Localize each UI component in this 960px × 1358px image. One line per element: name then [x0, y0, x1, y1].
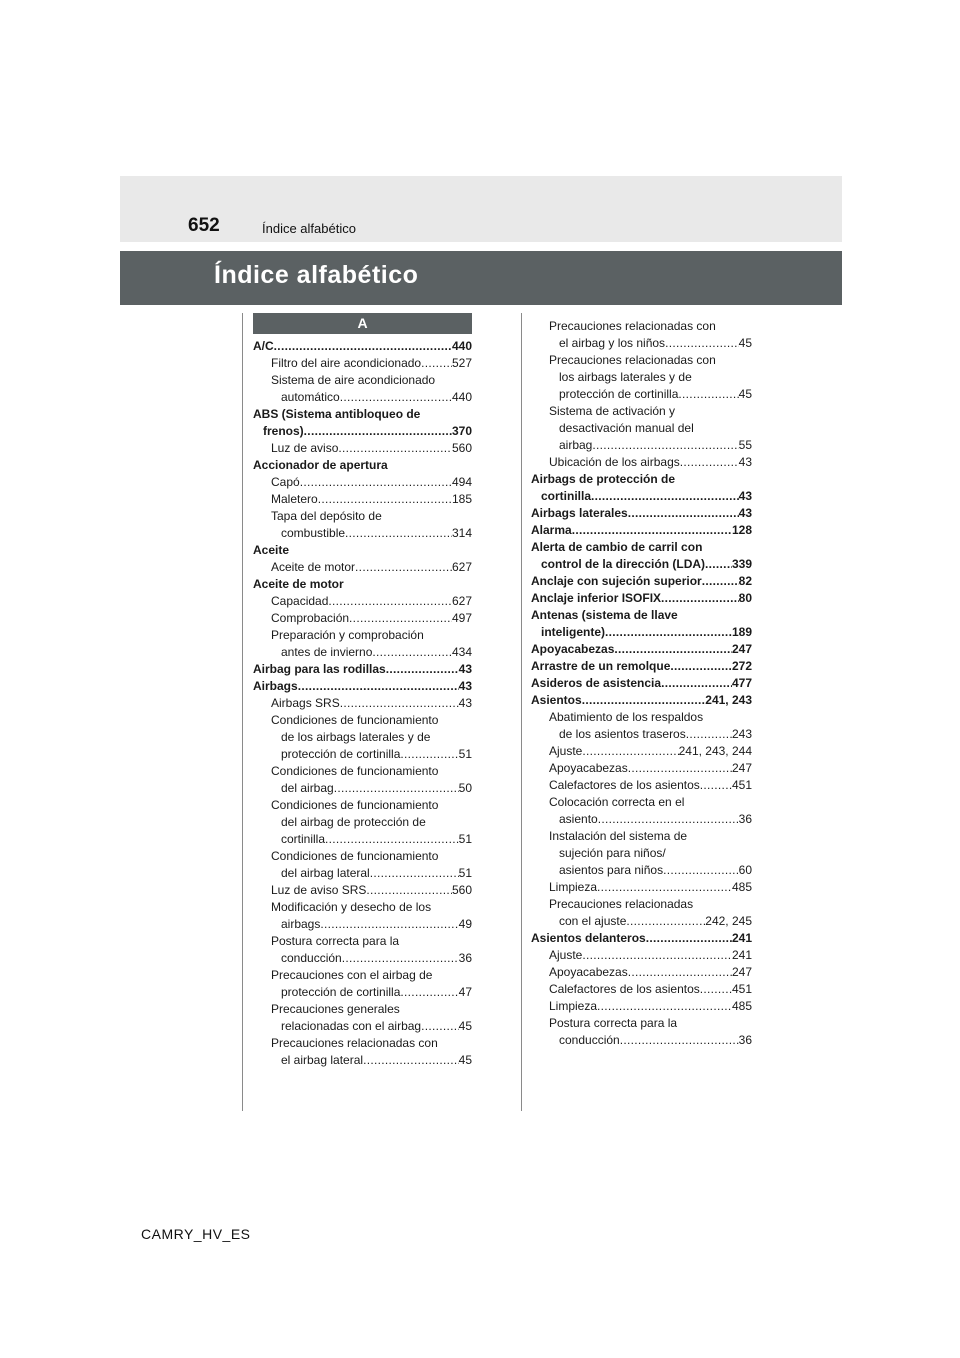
entry-text: Limpieza [549, 880, 598, 894]
page-reference: 339 [731, 557, 752, 571]
index-entry [549, 896, 752, 930]
page-reference: 241 [731, 948, 752, 962]
entry-text: Alarma [531, 523, 572, 537]
entry-text: airbags [281, 917, 321, 931]
dot-leader [421, 1018, 459, 1035]
index-entry [271, 933, 472, 967]
dot-leader [582, 692, 706, 709]
page-reference: 80 [738, 591, 752, 605]
dot-leader [614, 641, 732, 658]
entry-text: Precauciones relacionadas con [549, 319, 716, 333]
dot-leader [680, 454, 739, 471]
dot-leader [325, 831, 459, 848]
index-entry [253, 457, 472, 474]
index-entry [549, 352, 752, 403]
dot-leader [340, 695, 459, 712]
header-band [120, 176, 842, 242]
index-entry [531, 505, 752, 522]
entry-text: Airbags [253, 679, 298, 693]
page-reference: 45 [738, 336, 752, 350]
dot-leader [274, 338, 452, 355]
page-reference: 45 [738, 387, 752, 401]
entry-text: airbag [559, 438, 593, 452]
entry-text: del airbag lateral [281, 866, 370, 880]
page-reference: 43 [458, 679, 472, 693]
page-reference: 497 [451, 611, 472, 625]
page-reference: 60 [738, 863, 752, 877]
index-entry [531, 641, 752, 658]
entry-text: conducción [559, 1033, 620, 1047]
page-reference: 51 [458, 866, 472, 880]
dot-leader [328, 593, 452, 610]
index-entry [531, 539, 752, 573]
dot-leader [620, 1032, 739, 1049]
page-reference: 314 [451, 526, 472, 540]
dot-leader [591, 488, 739, 505]
page-reference: 36 [738, 1033, 752, 1047]
entry-text: Ubicación de los airbags [549, 455, 680, 469]
dot-leader [355, 559, 452, 576]
entry-text: Postura correcta para la [271, 934, 400, 948]
page-reference: 527 [451, 356, 472, 370]
entry-text: sujeción para niños/ [559, 846, 666, 860]
index-entry [549, 318, 752, 352]
index-entry [253, 678, 472, 695]
index-entry [271, 474, 472, 491]
dot-leader [304, 423, 452, 440]
entry-text: Luz de aviso [271, 441, 339, 455]
entry-text: antes de invierno [281, 645, 373, 659]
page-reference: 36 [738, 812, 752, 826]
entry-text: Apoyacabezas [531, 642, 615, 656]
index-entry [271, 372, 472, 406]
dot-leader [605, 624, 732, 641]
entry-text: Asientos delanteros [531, 931, 646, 945]
entry-text: conducción [281, 951, 342, 965]
index-entry [253, 542, 472, 559]
entry-text: desactivación manual del [559, 421, 694, 435]
column-divider-left [242, 313, 243, 1111]
entry-text: ABS (Sistema antibloqueo de [253, 407, 421, 421]
dot-leader [628, 760, 732, 777]
entry-text: Filtro del aire acondicionado [271, 356, 422, 370]
dot-leader [592, 437, 738, 454]
entry-text: Comprobación [271, 611, 350, 625]
index-entry [531, 692, 752, 709]
page-reference: 247 [731, 761, 752, 775]
dot-leader [705, 556, 732, 573]
index-entry [271, 695, 472, 712]
entry-text: inteligente) [541, 625, 606, 639]
dot-leader [628, 964, 732, 981]
entry-text: Sistema de aire acondicionado [271, 373, 436, 387]
entry-text: el airbag y los niños [559, 336, 666, 350]
entry-text: Antenas (sistema de llave [531, 608, 678, 622]
entry-text: relacionadas con el airbag [281, 1019, 422, 1033]
index-entry [549, 998, 752, 1015]
page-reference: 51 [458, 747, 472, 761]
index-column-1 [253, 338, 472, 1069]
index-entry [531, 930, 752, 947]
page-reference: 370 [451, 424, 472, 438]
page-reference: 485 [731, 880, 752, 894]
page-reference: 242, 245 [705, 914, 752, 928]
dot-leader [700, 981, 732, 998]
entry-text: Aceite [253, 543, 290, 557]
index-entry [549, 981, 752, 998]
dot-leader [366, 882, 452, 899]
index-entry [271, 610, 472, 627]
entry-text: con el ajuste [559, 914, 627, 928]
page-reference: 440 [451, 339, 472, 353]
entry-text: Precauciones relacionadas con [549, 353, 716, 367]
entry-text: de los asientos traseros [559, 727, 686, 741]
entry-text: Anclaje inferior ISOFIX [531, 591, 662, 605]
page-reference: 627 [451, 560, 472, 574]
index-entry [549, 760, 752, 777]
entry-text: frenos) [263, 424, 304, 438]
index-entry [531, 522, 752, 539]
entry-text: Condiciones de funcionamiento [271, 849, 439, 863]
entry-text: Alerta de cambio de carril con [531, 540, 703, 554]
dot-leader [582, 743, 678, 760]
entry-text: Airbags laterales [531, 506, 628, 520]
page-number: 652 [188, 215, 220, 236]
dot-leader [349, 610, 452, 627]
dot-leader [298, 678, 459, 695]
dot-leader [300, 474, 452, 491]
entry-text: Tapa del depósito de [271, 509, 382, 523]
entry-text: Postura correcta para la [549, 1016, 678, 1030]
dot-leader [597, 879, 732, 896]
entry-text: Asideros de asistencia [531, 676, 662, 690]
dot-leader [386, 661, 459, 678]
entry-text: Modificación y desecho de los [271, 900, 432, 914]
index-entry [271, 559, 472, 576]
index-entry [549, 964, 752, 981]
entry-text: Airbags de protección de [531, 472, 676, 486]
dot-leader [700, 777, 732, 794]
entry-text: Precauciones generales [271, 1002, 400, 1016]
index-entry [531, 573, 752, 590]
entry-text: Accionador de apertura [253, 458, 388, 472]
entry-text: los airbags laterales y de [559, 370, 692, 384]
entry-text: Instalación del sistema de [549, 829, 688, 843]
dot-leader [370, 865, 459, 882]
entry-text: Abatimiento de los respaldos [549, 710, 704, 724]
index-entry [271, 1001, 472, 1035]
dot-leader [421, 355, 452, 372]
entry-text: Aceite de motor [271, 560, 356, 574]
dot-leader [334, 780, 459, 797]
index-entry [271, 848, 472, 882]
page-reference: 241 [731, 931, 752, 945]
index-entry [271, 712, 472, 763]
entry-text: Anclaje con sujeción superior [531, 574, 702, 588]
page-reference: 82 [738, 574, 752, 588]
entry-text: protección de cortinilla [281, 985, 401, 999]
page-reference: 451 [731, 778, 752, 792]
index-entry [271, 491, 472, 508]
entry-text: Asientos [531, 693, 582, 707]
page-reference: 477 [731, 676, 752, 690]
index-entry [549, 403, 752, 454]
page-reference: 189 [731, 625, 752, 639]
entry-text: Condiciones de funcionamiento [271, 798, 439, 812]
dot-leader [678, 386, 738, 403]
page-reference: 440 [451, 390, 472, 404]
entry-text: Calefactores de los asientos [549, 982, 700, 996]
dot-leader [572, 522, 732, 539]
dot-leader [686, 726, 732, 743]
entry-text: Ajuste [549, 744, 583, 758]
index-entry [271, 508, 472, 542]
index-entry [549, 454, 752, 471]
page-reference: 241, 243 [705, 693, 752, 707]
dot-leader [345, 525, 452, 542]
page-reference: 185 [451, 492, 472, 506]
page-reference: 45 [458, 1019, 472, 1033]
entry-text: control de la dirección (LDA) [541, 557, 706, 571]
entry-text: Colocación correcta en el [549, 795, 685, 809]
entry-text: asientos para niños [559, 863, 664, 877]
dot-leader [340, 389, 452, 406]
index-entry [271, 797, 472, 848]
entry-text: Luz de aviso SRS [271, 883, 367, 897]
index-entry [253, 661, 472, 678]
index-entry [271, 593, 472, 610]
entry-text: Apoyacabezas [549, 965, 628, 979]
page-reference: 43 [458, 662, 472, 676]
entry-text: Arrastre de un remolque [531, 659, 671, 673]
dot-leader [582, 947, 732, 964]
dot-leader [318, 491, 452, 508]
index-entry [253, 338, 472, 355]
page-reference: 50 [458, 781, 472, 795]
page-title: Índice alfabético [214, 261, 419, 289]
entry-text: protección de cortinilla [559, 387, 679, 401]
entry-text: Limpieza [549, 999, 598, 1013]
index-entry [549, 879, 752, 896]
index-column-2 [531, 318, 752, 1049]
dot-leader [665, 335, 739, 352]
dot-leader [363, 1052, 459, 1069]
page-reference: 45 [458, 1053, 472, 1067]
dot-leader [400, 746, 458, 763]
index-entry [271, 355, 472, 372]
entry-text: Capó [271, 475, 300, 489]
entry-text: Maletero [271, 492, 318, 506]
dot-leader [597, 998, 732, 1015]
entry-text: Calefactores de los asientos [549, 778, 700, 792]
entry-text: Airbag para las rodillas [253, 662, 386, 676]
entry-text: combustible [281, 526, 346, 540]
page-reference: 494 [451, 475, 472, 489]
page-reference: 43 [738, 489, 752, 503]
index-entry [271, 899, 472, 933]
column-divider-middle [521, 313, 522, 1111]
page-reference: 247 [731, 965, 752, 979]
entry-text: A/C [253, 339, 274, 353]
index-entry [549, 828, 752, 879]
index-entry [253, 576, 472, 593]
page-reference: 241, 243, 244 [678, 744, 752, 758]
entry-text: Precauciones relacionadas con [271, 1036, 438, 1050]
index-entry [531, 471, 752, 505]
dot-leader [320, 916, 458, 933]
page-reference: 43 [738, 455, 752, 469]
page-reference: 43 [738, 506, 752, 520]
entry-text: del airbag de protección de [281, 815, 426, 829]
page-reference: 36 [458, 951, 472, 965]
dot-leader [646, 930, 732, 947]
entry-text: Sistema de activación y [549, 404, 676, 418]
entry-text: cortinilla [541, 489, 592, 503]
entry-text: Preparación y comprobación [271, 628, 424, 642]
dot-leader [400, 984, 458, 1001]
footer-code: CAMRY_HV_ES [141, 1226, 251, 1242]
entry-text: Aceite de motor [253, 577, 344, 591]
entry-text: Condiciones de funcionamiento [271, 764, 439, 778]
dot-leader [626, 913, 705, 930]
entry-text: el airbag lateral [281, 1053, 364, 1067]
page-reference: 247 [731, 642, 752, 656]
entry-text: Capacidad [271, 594, 329, 608]
page-reference: 560 [451, 883, 472, 897]
entry-text: Ajuste [549, 948, 583, 962]
index-entry [271, 882, 472, 899]
page-reference: 55 [738, 438, 752, 452]
index-entry [531, 590, 752, 607]
dot-leader [663, 862, 739, 879]
index-entry [271, 763, 472, 797]
page-reference: 51 [458, 832, 472, 846]
entry-text: protección de cortinilla [281, 747, 401, 761]
entry-text: automático [281, 390, 340, 404]
index-entry [271, 627, 472, 661]
entry-text: de los airbags laterales y de [281, 730, 431, 744]
dot-leader [338, 440, 452, 457]
header-section-title: Índice alfabético [262, 221, 356, 236]
entry-text: Precauciones con el airbag de [271, 968, 433, 982]
index-entry [271, 1035, 472, 1069]
page-reference: 47 [458, 985, 472, 999]
index-entry [549, 794, 752, 828]
page-reference: 627 [451, 594, 472, 608]
entry-text: Airbags SRS [271, 696, 340, 710]
section-letter: A [253, 313, 472, 334]
page-reference: 560 [451, 441, 472, 455]
dot-leader [661, 675, 732, 692]
dot-leader [702, 573, 739, 590]
dot-leader [372, 644, 452, 661]
index-entry [549, 743, 752, 760]
page-reference: 49 [458, 917, 472, 931]
page-reference: 485 [731, 999, 752, 1013]
index-entry [531, 607, 752, 641]
dot-leader [661, 590, 739, 607]
page-reference: 272 [731, 659, 752, 673]
index-entry [549, 709, 752, 743]
page-reference: 43 [458, 696, 472, 710]
index-entry [253, 406, 472, 440]
index-entry [549, 777, 752, 794]
index-entry [549, 1015, 752, 1049]
dot-leader [628, 505, 739, 522]
entry-text: Apoyacabezas [549, 761, 628, 775]
entry-text: Precauciones relacionadas [549, 897, 694, 911]
index-entry [531, 675, 752, 692]
entry-text: del airbag [281, 781, 334, 795]
index-entry [271, 440, 472, 457]
entry-text: cortinilla [281, 832, 326, 846]
entry-text: Condiciones de funcionamiento [271, 713, 439, 727]
index-entry [271, 967, 472, 1001]
dot-leader [670, 658, 732, 675]
page-reference: 128 [731, 523, 752, 537]
page-reference: 434 [451, 645, 472, 659]
page-reference: 451 [731, 982, 752, 996]
dot-leader [598, 811, 739, 828]
index-entry [549, 947, 752, 964]
index-entry [531, 658, 752, 675]
entry-text: asiento [559, 812, 598, 826]
page-reference: 243 [731, 727, 752, 741]
dot-leader [342, 950, 459, 967]
